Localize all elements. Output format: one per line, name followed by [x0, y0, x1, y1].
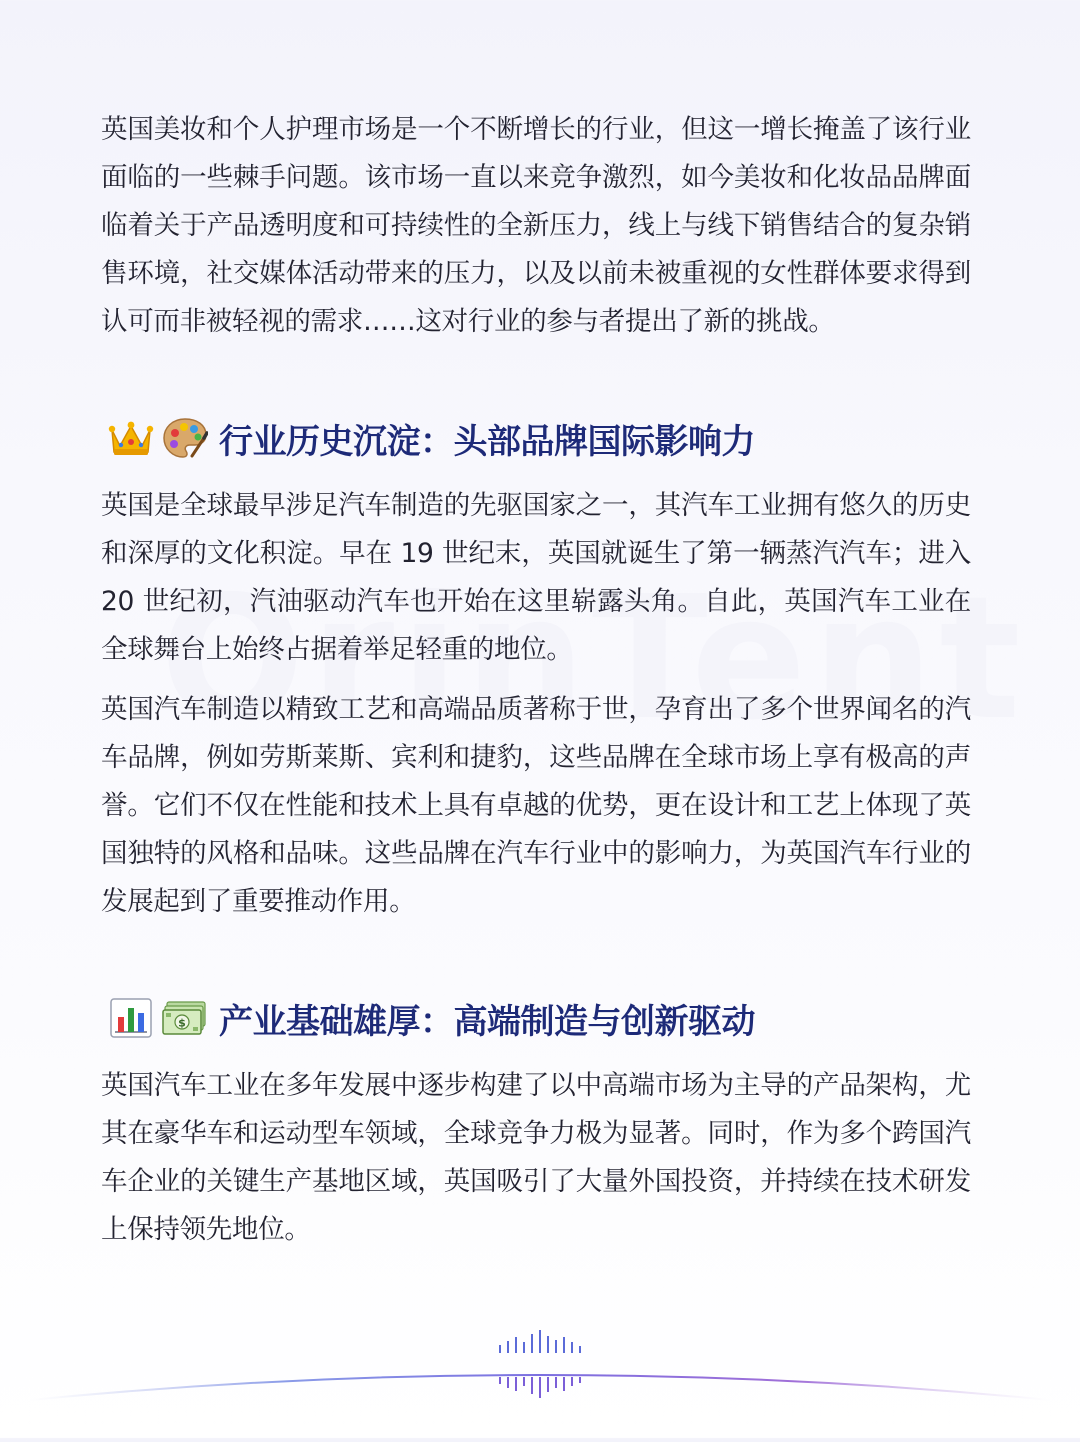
section-heading [107, 984, 971, 1052]
section-paragraph: 英国汽车工业在多年发展中逐步构建了以中高端市场为主导的产品架构，尤其在豪华车和运动型车领域，全球竞争力极为显著。同时，作为多个跨国汽车企业的关键生产基地区域，英国吸引了大量外国投资，并持续在技术研发上保持领先地位。 [101, 1070, 971, 1245]
crown-icon [107, 414, 155, 462]
section-title: 行业历史沉淀：头部品牌国际影响力 [219, 421, 755, 462]
section-title: 产业基础雄厚：高端制造与创新驱动 [219, 1001, 755, 1042]
section-industry [101, 984, 971, 1254]
waveform-logo-icon [0, 1320, 1080, 1438]
intro-paragraph: 英国美妆和个人护理市场是一个不断增长的行业，但这一增长掩盖了该行业面临的一些棘手问题。该市场一直以来竞争激烈，如今美妆和化妆品品牌面临着关于产品透明度和可持续性的全新压力，线上与线下销售结合的复杂销售环境，社交媒体活动带来的压力，以及以前未被重视的女性群体要求得到认可而非被轻视的需求……这对行业的参与者提出了新的挑战。 [101, 114, 971, 337]
svg-text:$: $ [178, 1016, 186, 1030]
palette-icon [161, 414, 209, 462]
footer-decoration [0, 1320, 1080, 1438]
section-heading [107, 404, 971, 472]
section-paragraph: 英国是全球最早涉足汽车制造的先驱国家之一，其汽车工业拥有悠久的历史和深厚的文化积淀。早在 19 世纪末，英国就诞生了第一辆蒸汽汽车；进入 20 世纪初，汽油驱动汽车也开始在这里崭露头角。自此，英国汽车工业在全球舞台上始终占据着举足轻重的地位。 [101, 490, 971, 665]
bar-chart-icon [107, 994, 155, 1042]
section-history [101, 404, 971, 926]
section-paragraph: 英国汽车制造以精致工艺和高端品质著称于世，孕育出了多个世界闻名的汽车品牌，例如劳斯莱斯、宾利和捷豹，这些品牌在全球市场上享有极高的声誉。它们不仅在性能和技术上具有卓越的优势，更在设计和工艺上体现了英国独特的风格和品味。这些品牌在汽车行业中的影响力，为英国汽车行业的发展起到了重要推动作用。 [101, 694, 971, 917]
article-body [101, 106, 971, 1254]
money-icon [161, 994, 209, 1042]
